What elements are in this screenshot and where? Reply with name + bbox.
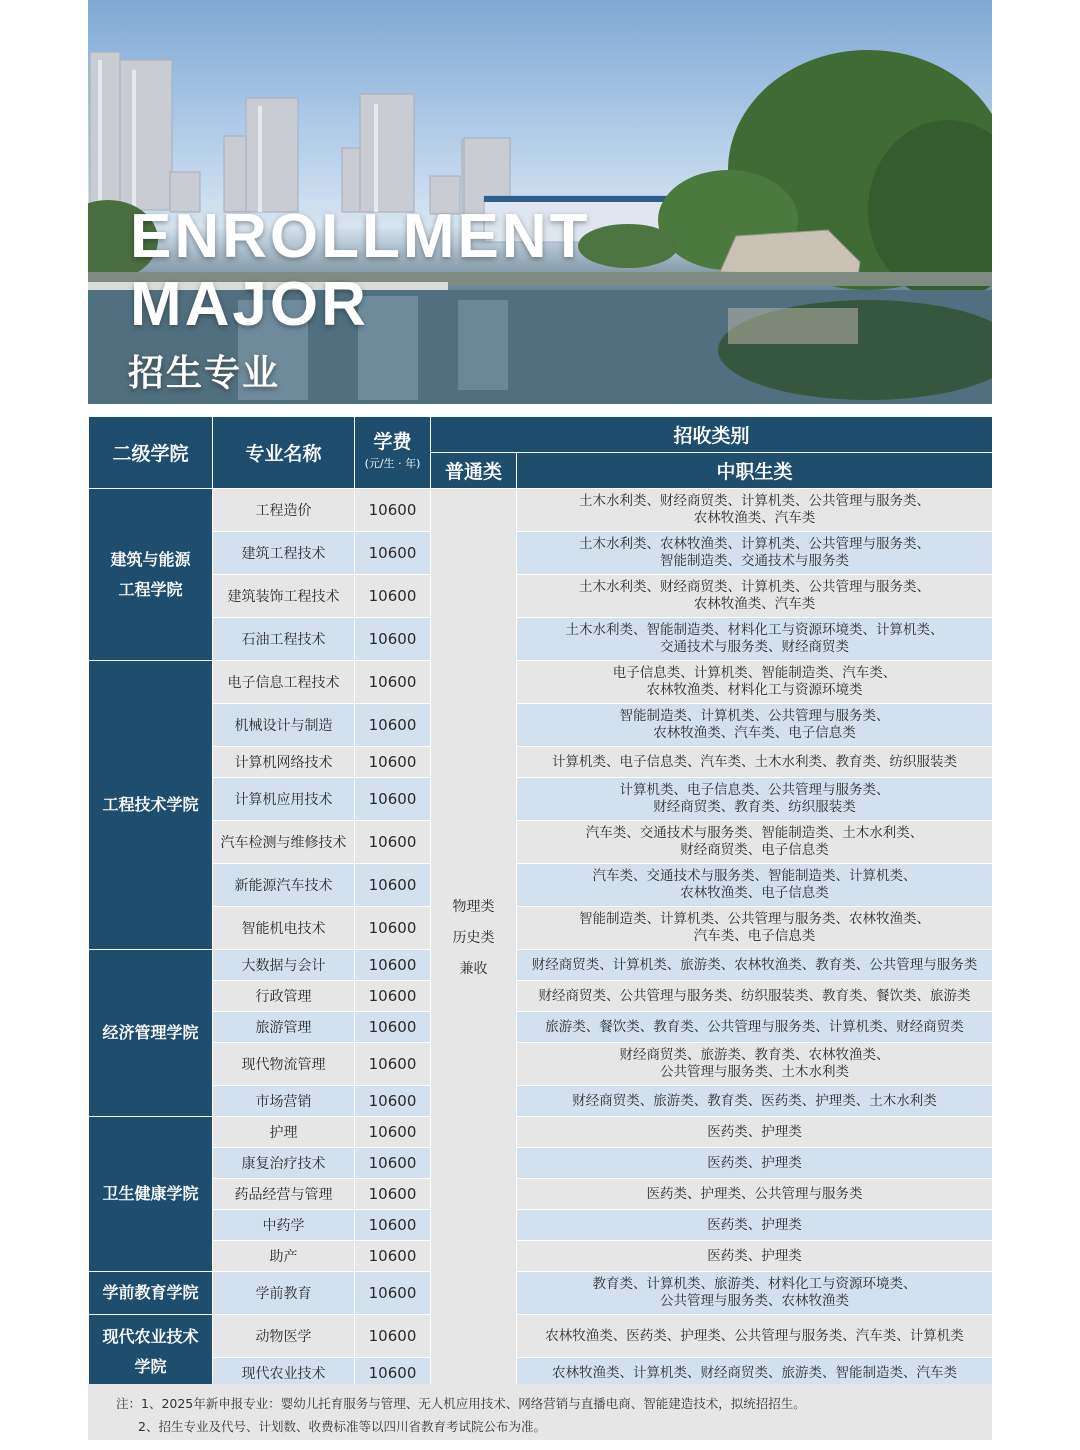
tuition-fee: 10600 (355, 1043, 431, 1086)
table-row (89, 1210, 993, 1241)
vocational-line: 土木水利类、财经商贸类、计算机类、公共管理与服务类、 (579, 579, 930, 595)
vocational-line: 财经商贸类、计算机类、旅游类、农林牧渔类、教育类、公共管理与服务类 (531, 956, 978, 973)
vocational-line: 智能制造类、计算机类、公共管理与服务类、农林牧渔类、 (579, 911, 930, 927)
major-name: 计算机网络技术 (213, 747, 355, 778)
major-name: 动物医学 (213, 1315, 355, 1358)
header-fee (355, 417, 431, 489)
vocational-categories (517, 489, 993, 532)
vocational-line: 农林牧渔类、汽车类、电子信息类 (653, 725, 856, 741)
vocational-line: 农林牧渔类、汽车类 (693, 510, 816, 526)
header-fee-label: 学费 (373, 430, 412, 453)
header-college: 二级学院 (89, 417, 213, 489)
vocational-categories (517, 907, 993, 950)
college-name (89, 1272, 213, 1315)
vocational-categories (517, 1210, 993, 1241)
tuition-fee: 10600 (355, 661, 431, 704)
tuition-fee: 10600 (355, 618, 431, 661)
vocational-categories (517, 575, 993, 618)
general-category-line: 兼收 (459, 961, 488, 977)
general-category-line: 历史类 (452, 930, 495, 946)
major-name: 计算机应用技术 (213, 778, 355, 821)
tuition-fee: 10600 (355, 1272, 431, 1315)
vocational-line: 财经商贸类、旅游类、教育类、医药类、护理类、土木水利类 (572, 1092, 937, 1109)
header-category: 招收类别 (431, 417, 993, 453)
table-row (89, 864, 993, 907)
vocational-categories (517, 1012, 993, 1043)
table-row (89, 981, 993, 1012)
major-name: 中药学 (213, 1210, 355, 1241)
table-row (89, 1043, 993, 1086)
table-row (89, 661, 993, 704)
vocational-line: 汽车类、交通技术与服务类、智能制造类、计算机类、 (592, 868, 917, 884)
college-name (89, 661, 213, 950)
vocational-line: 智能制造类、计算机类、公共管理与服务类、 (619, 708, 890, 724)
general-category (431, 489, 517, 1389)
college-name-line: 现代农业技术 (102, 1326, 199, 1346)
vocational-categories (517, 661, 993, 704)
major-name: 工程造价 (213, 489, 355, 532)
college-name-line: 学院 (134, 1356, 167, 1376)
hero-title-cn: 招生专业 (128, 353, 281, 394)
vocational-line: 农林牧渔类、材料化工与资源环境类 (646, 682, 863, 698)
hero-title-en-line2: MAJOR (130, 270, 369, 339)
vocational-categories (517, 1179, 993, 1210)
vocational-categories (517, 1315, 993, 1358)
vocational-line: 医药类、护理类 (707, 1123, 802, 1140)
tuition-fee: 10600 (355, 575, 431, 618)
tuition-fee: 10600 (355, 1179, 431, 1210)
vocational-categories (517, 778, 993, 821)
vocational-line: 智能制造类、交通技术与服务类 (660, 553, 849, 569)
vocational-line: 医药类、护理类、公共管理与服务类 (646, 1185, 863, 1202)
table-row (89, 532, 993, 575)
vocational-line: 教育类、计算机类、旅游类、材料化工与资源环境类、 (592, 1276, 917, 1292)
table-row (89, 950, 993, 981)
vocational-line: 公共管理与服务类、农林牧渔类 (660, 1293, 849, 1309)
vocational-line: 计算机类、电子信息类、汽车类、土木水利类、教育类、纺织服装类 (552, 753, 957, 770)
college-name (89, 1315, 213, 1389)
header-general: 普通类 (431, 453, 517, 489)
vocational-line: 财经商贸类、旅游类、教育类、农林牧渔类、 (619, 1047, 890, 1063)
major-name: 助产 (213, 1241, 355, 1272)
college-name (89, 1117, 213, 1272)
vocational-line: 医药类、护理类 (707, 1154, 802, 1171)
tuition-fee: 10600 (355, 1315, 431, 1358)
major-name: 机械设计与制造 (213, 704, 355, 747)
table-row (89, 1272, 993, 1315)
college-name-line: 工程技术学院 (102, 795, 199, 814)
tuition-fee: 10600 (355, 1210, 431, 1241)
college-name-line: 工程学院 (118, 579, 183, 599)
vocational-line: 农林牧渔类、电子信息类 (680, 885, 829, 901)
vocational-line: 旅游类、餐饮类、教育类、公共管理与服务类、计算机类、财经商贸类 (545, 1018, 964, 1035)
vocational-categories (517, 618, 993, 661)
vocational-line: 计算机类、电子信息类、公共管理与服务类、 (619, 782, 890, 798)
header-vocational: 中职生类 (517, 453, 993, 489)
vocational-line: 农林牧渔类、医药类、护理类、公共管理与服务类、汽车类、计算机类 (545, 1327, 964, 1344)
major-name: 护理 (213, 1117, 355, 1148)
vocational-line: 汽车类、电子信息类 (693, 928, 816, 944)
vocational-line: 财经商贸类、电子信息类 (680, 842, 829, 858)
table-row (89, 1012, 993, 1043)
major-name: 药品经营与管理 (213, 1179, 355, 1210)
tuition-fee: 10600 (355, 1117, 431, 1148)
table-row (89, 1315, 993, 1358)
notes (88, 1384, 992, 1440)
general-category-line: 物理类 (452, 899, 495, 915)
tuition-fee: 10600 (355, 907, 431, 950)
vocational-categories (517, 864, 993, 907)
major-name: 行政管理 (213, 981, 355, 1012)
vocational-categories (517, 1043, 993, 1086)
major-name: 现代物流管理 (213, 1043, 355, 1086)
header-major: 专业名称 (213, 417, 355, 489)
table-row (89, 1148, 993, 1179)
vocational-categories (517, 1241, 993, 1272)
table-row (89, 821, 993, 864)
header-fee-unit: (元/生 · 年) (364, 456, 421, 470)
table-row (89, 489, 993, 532)
table-row (89, 1241, 993, 1272)
tuition-fee: 10600 (355, 704, 431, 747)
vocational-line: 农林牧渔类、汽车类 (693, 596, 816, 612)
major-name: 汽车检测与维修技术 (213, 821, 355, 864)
vocational-categories (517, 1086, 993, 1117)
tuition-fee: 10600 (355, 864, 431, 907)
college-name-line: 经济管理学院 (102, 1023, 199, 1042)
major-name: 智能机电技术 (213, 907, 355, 950)
tuition-fee: 10600 (355, 1012, 431, 1043)
college-name-line: 学前教育学院 (102, 1283, 199, 1302)
table-row (89, 704, 993, 747)
table-row (89, 1179, 993, 1210)
vocational-line: 土木水利类、财经商贸类、计算机类、公共管理与服务类、 (579, 493, 930, 509)
tuition-fee: 10600 (355, 532, 431, 575)
vocational-line: 土木水利类、农林牧渔类、计算机类、公共管理与服务类、 (579, 536, 930, 552)
college-name-line: 卫生健康学院 (102, 1184, 199, 1203)
vocational-line: 公共管理与服务类、土木水利类 (660, 1064, 849, 1080)
hero-title-en-line1: ENROLLMENT (130, 202, 591, 271)
page (88, 0, 992, 1450)
vocational-categories (517, 747, 993, 778)
vocational-categories (517, 1272, 993, 1315)
table-row (89, 778, 993, 821)
vocational-categories (517, 950, 993, 981)
table-row (89, 747, 993, 778)
major-name: 建筑工程技术 (213, 532, 355, 575)
major-name: 石油工程技术 (213, 618, 355, 661)
major-name: 现代农业技术 (213, 1358, 355, 1389)
table-row (89, 1086, 993, 1117)
major-name: 学前教育 (213, 1272, 355, 1315)
vocational-line: 农林牧渔类、计算机类、财经商贸类、旅游类、智能制造类、汽车类 (552, 1364, 957, 1381)
note-line-2: 2、招生专业及代号、计划数、收费标准等以四川省教育考试院公布为准。 (138, 1419, 546, 1434)
vocational-line: 财经商贸类、教育类、纺织服装类 (653, 799, 856, 815)
vocational-line: 汽车类、交通技术与服务类、智能制造类、土木水利类、 (585, 825, 924, 841)
table-row (89, 907, 993, 950)
vocational-line: 医药类、护理类 (707, 1247, 802, 1264)
hero-banner (88, 0, 992, 404)
college-name (89, 950, 213, 1117)
tuition-fee: 10600 (355, 778, 431, 821)
vocational-categories (517, 532, 993, 575)
tuition-fee: 10600 (355, 1148, 431, 1179)
major-name: 旅游管理 (213, 1012, 355, 1043)
tuition-fee: 10600 (355, 821, 431, 864)
table-row (89, 575, 993, 618)
major-name: 新能源汽车技术 (213, 864, 355, 907)
college-name-line: 建筑与能源 (110, 549, 191, 569)
tuition-fee: 10600 (355, 1086, 431, 1117)
vocational-categories (517, 1148, 993, 1179)
major-name: 康复治疗技术 (213, 1148, 355, 1179)
major-name: 电子信息工程技术 (213, 661, 355, 704)
tuition-fee: 10600 (355, 981, 431, 1012)
major-name: 市场营销 (213, 1086, 355, 1117)
tuition-fee: 10600 (355, 950, 431, 981)
vocational-categories (517, 821, 993, 864)
college-name (89, 489, 213, 661)
vocational-line: 财经商贸类、公共管理与服务类、纺织服装类、教育类、餐饮类、旅游类 (538, 987, 971, 1004)
vocational-categories (517, 1117, 993, 1148)
vocational-line: 土木水利类、智能制造类、材料化工与资源环境类、计算机类、 (565, 622, 944, 638)
enrollment-table (88, 416, 993, 1389)
tuition-fee: 10600 (355, 1241, 431, 1272)
tuition-fee: 10600 (355, 747, 431, 778)
vocational-categories (517, 704, 993, 747)
major-name: 大数据与会计 (213, 950, 355, 981)
vocational-line: 医药类、护理类 (707, 1216, 802, 1233)
note-line-1: 注：1、2025年新申报专业：婴幼儿托育服务与管理、无人机应用技术、网络营销与直播电商、智能建造技术，拟统招招生。 (116, 1396, 806, 1411)
vocational-line: 交通技术与服务类、财经商贸类 (660, 639, 849, 655)
table-row (89, 1117, 993, 1148)
tuition-fee: 10600 (355, 1358, 431, 1389)
tuition-fee: 10600 (355, 489, 431, 532)
vocational-line: 电子信息类、计算机类、智能制造类、汽车类、 (612, 665, 897, 681)
major-name: 建筑装饰工程技术 (213, 575, 355, 618)
vocational-categories (517, 981, 993, 1012)
table-row (89, 618, 993, 661)
